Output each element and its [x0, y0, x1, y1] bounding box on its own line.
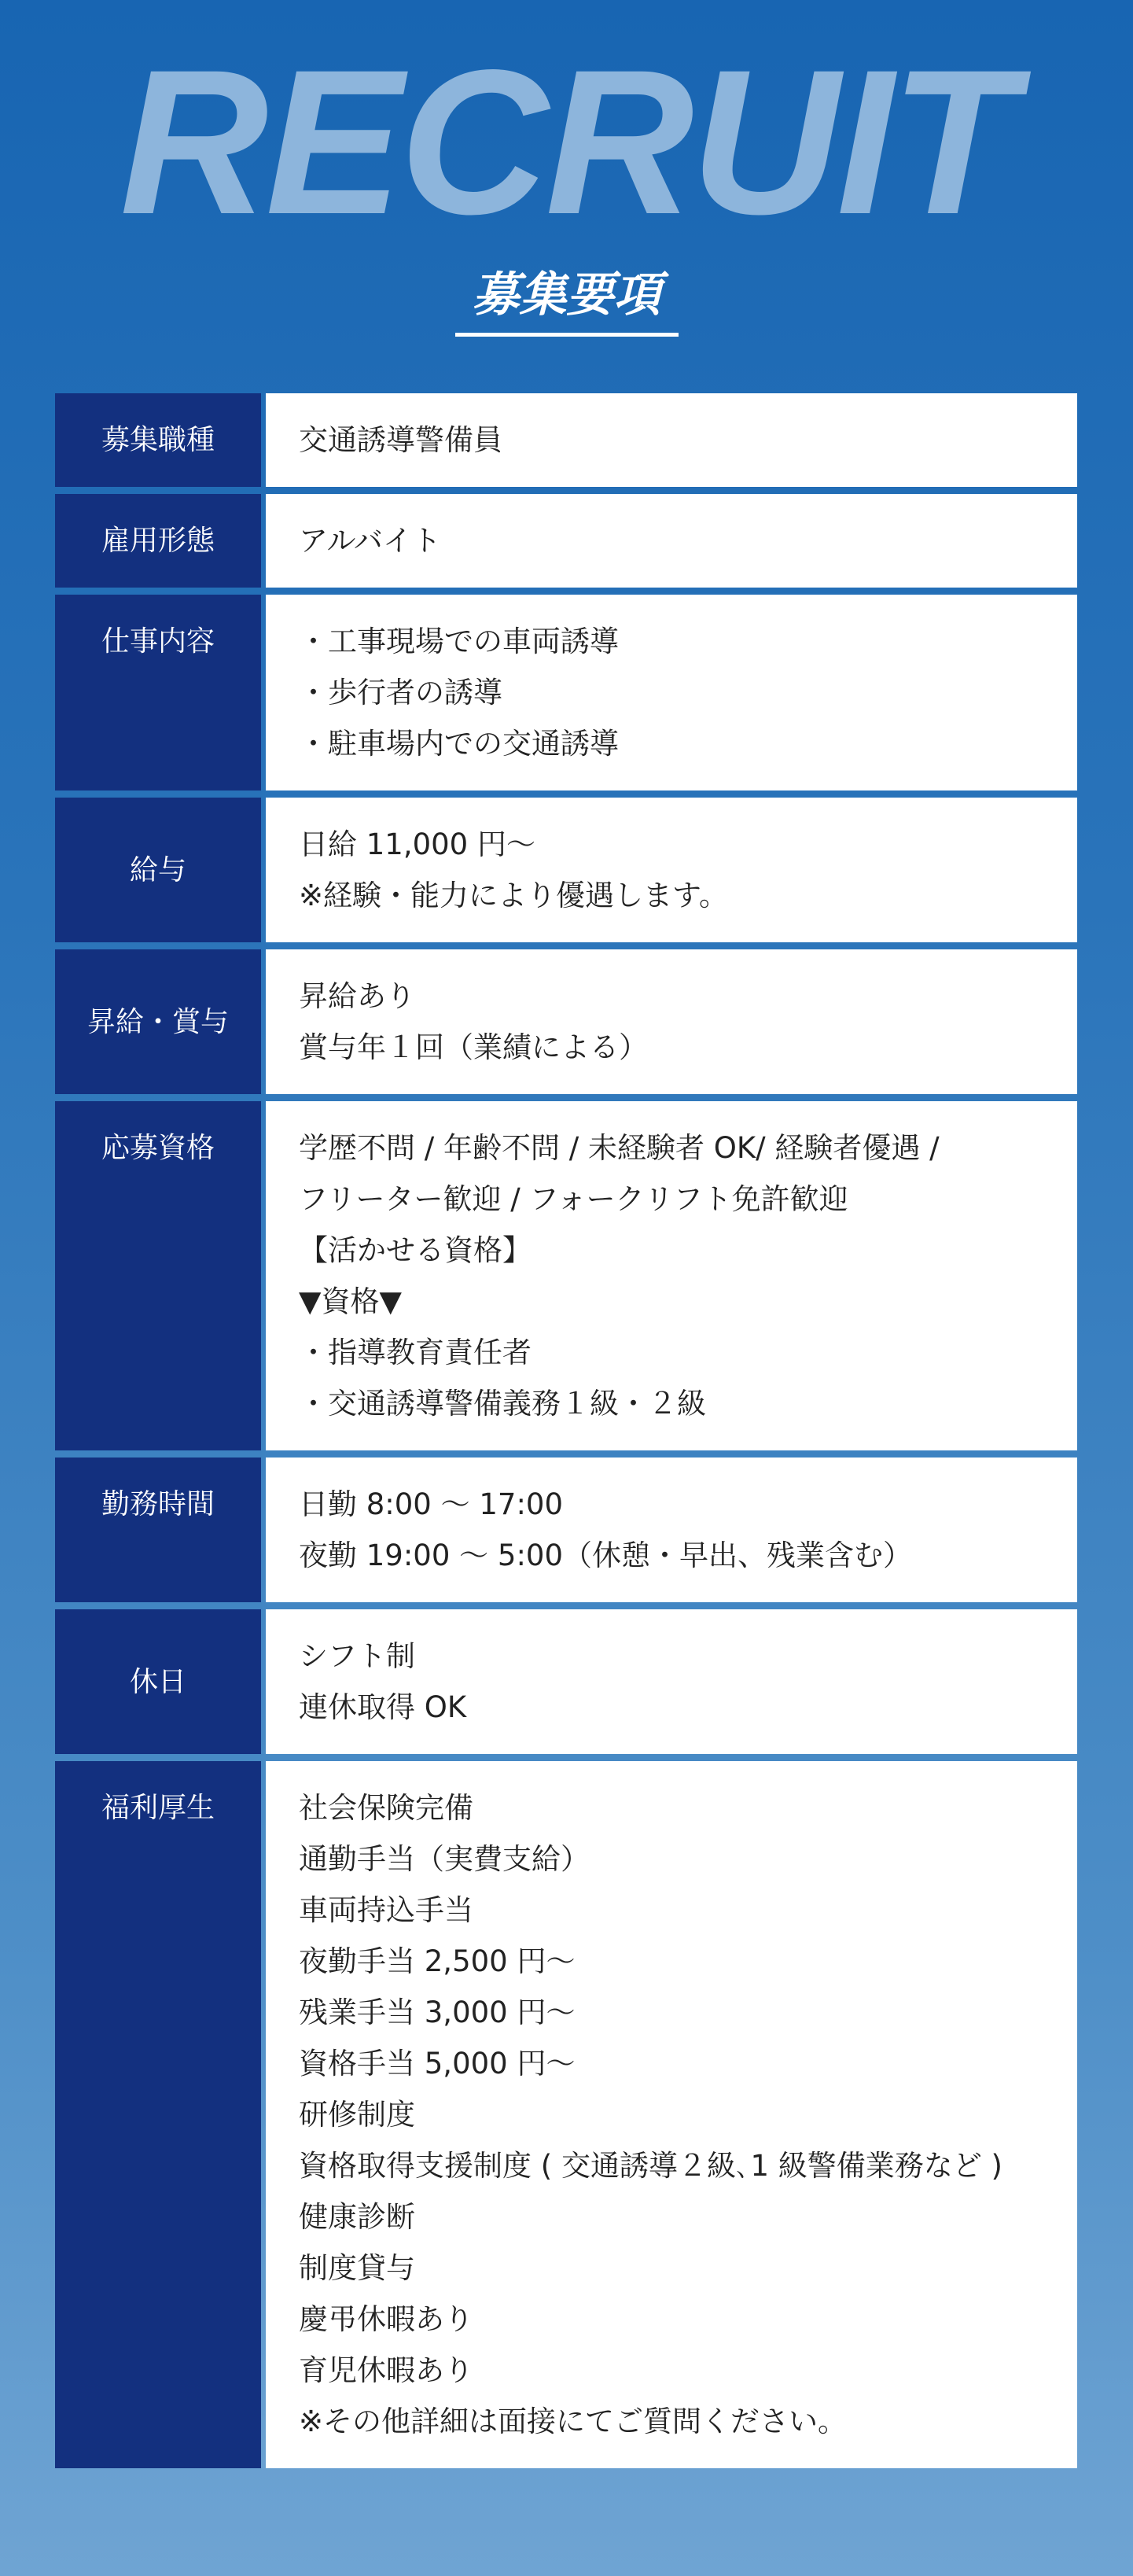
value-line: ▼資格▼ — [299, 1284, 402, 1318]
value-line: 社会保険完備 — [299, 1791, 473, 1825]
row-value — [266, 1609, 1077, 1754]
value-line: ・指導教育責任者 — [299, 1336, 532, 1369]
row-salary — [55, 798, 1077, 942]
row-job-type — [55, 393, 1077, 487]
value-line: 日給 11,000 円〜 — [299, 827, 535, 861]
value-line: 車両持込手当 — [299, 1893, 473, 1927]
value-line: ・歩行者の誘導 — [299, 676, 502, 709]
row-value — [266, 494, 1077, 588]
value-line: 残業手当 3,000 円〜 — [299, 1996, 576, 2029]
section-subtitle — [0, 263, 1133, 337]
row-qualifications — [55, 1101, 1077, 1450]
value-line: ・工事現場での車両誘導 — [299, 625, 619, 658]
row-label: 給与 — [55, 798, 261, 942]
value-line: シフト制 — [299, 1639, 415, 1673]
value-line: 健康診断 — [299, 2200, 415, 2234]
value-line: 学歴不問 / 年齢不問 / 未経験者 OK/ 経験者優遇 / — [299, 1131, 940, 1165]
row-value — [266, 1101, 1077, 1450]
value-line: ※経験・能力により優遇します。 — [299, 879, 729, 912]
row-value — [266, 1458, 1077, 1602]
value-line: ※その他詳細は面接にてご質問ください。 — [299, 2405, 848, 2438]
value-line: 通勤手当（実費支給） — [299, 1842, 590, 1876]
row-benefits — [55, 1761, 1077, 2468]
hero-title: RECRUIT — [120, 27, 1013, 257]
row-label: 募集職種 — [55, 393, 261, 487]
row-label: 昇給・賞与 — [55, 949, 261, 1094]
row-label: 福利厚生 — [55, 1761, 261, 2468]
value-line: ・駐車場内での交通誘導 — [299, 727, 619, 761]
value-line: ・交通誘導警備義務１級・２級 — [299, 1387, 706, 1421]
row-employment-type — [55, 494, 1077, 588]
subtitle-text: 募集要項 — [455, 263, 679, 337]
value-line: 連休取得 OK — [299, 1690, 467, 1724]
row-label: 応募資格 — [55, 1101, 261, 1450]
row-value — [266, 1761, 1077, 2468]
value-line: 交通誘導警備員 — [299, 423, 502, 457]
value-line: フリーター歓迎 / フォークリフト免許歓迎 — [299, 1182, 848, 1216]
row-label: 仕事内容 — [55, 595, 261, 790]
value-line: 日勤 8:00 〜 17:00 — [299, 1487, 563, 1521]
row-working-hours — [55, 1458, 1077, 1602]
value-line: 研修制度 — [299, 2098, 415, 2132]
value-line: 昇給あり — [299, 979, 415, 1013]
row-value — [266, 393, 1077, 487]
row-value — [266, 798, 1077, 942]
value-line: 制度貸与 — [299, 2251, 415, 2285]
row-raise-bonus — [55, 949, 1077, 1094]
recruitment-table — [55, 393, 1077, 2475]
value-line: 慶弔休暇あり — [299, 2302, 473, 2336]
value-line: 夜勤手当 2,500 円〜 — [299, 1944, 576, 1978]
row-value — [266, 949, 1077, 1094]
value-line: 育児休暇あり — [299, 2353, 473, 2387]
value-line: 資格取得支援制度 ( 交通誘導２級､1 級警備業務など ) — [299, 2149, 1002, 2183]
row-value — [266, 595, 1077, 790]
row-holidays — [55, 1609, 1077, 1754]
value-line: 【活かせる資格】 — [299, 1233, 532, 1267]
value-line: 賞与年１回（業績による） — [299, 1030, 648, 1064]
value-line: 資格手当 5,000 円〜 — [299, 2047, 576, 2080]
row-label: 休日 — [55, 1609, 261, 1754]
value-line: アルバイト — [299, 524, 441, 558]
row-label: 勤務時間 — [55, 1458, 261, 1602]
row-job-description — [55, 595, 1077, 790]
row-label: 雇用形態 — [55, 494, 261, 588]
value-line: 夜勤 19:00 〜 5:00（休憩・早出、残業含む） — [299, 1539, 912, 1572]
